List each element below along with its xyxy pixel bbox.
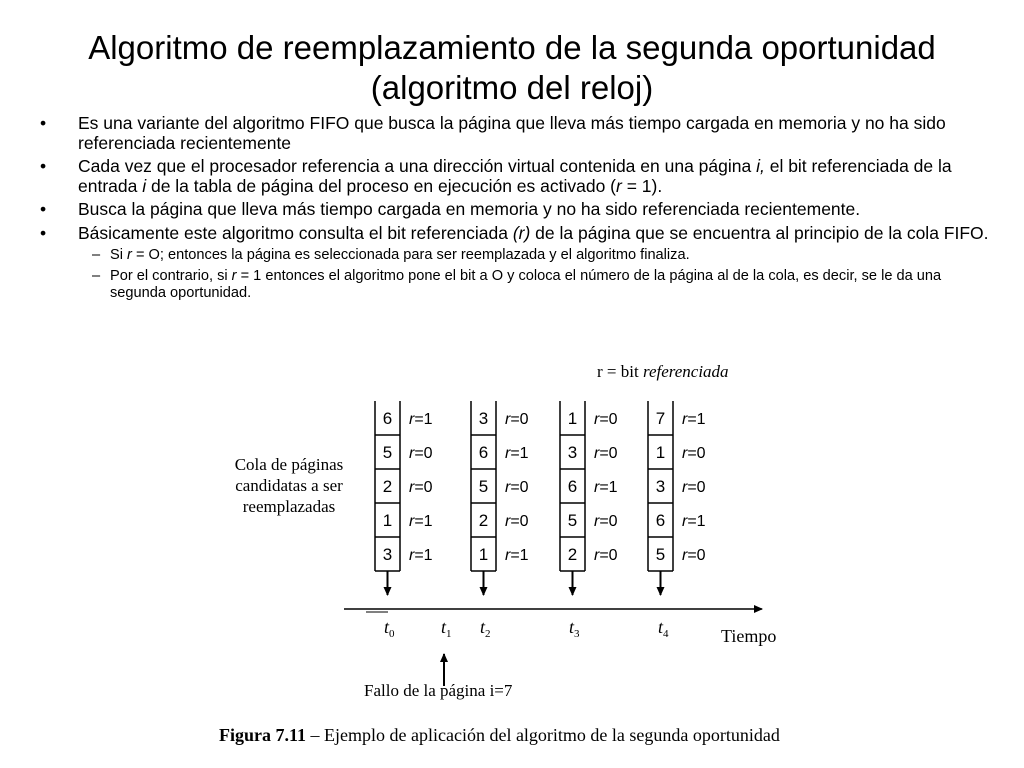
- queue-1-bit-0-value: =0: [510, 411, 529, 428]
- queue-3-page-1: 1: [655, 443, 666, 462]
- queue-3-bit-1: [682, 445, 706, 462]
- queue-3-page-4: 5: [655, 545, 666, 564]
- slide-title-line-1: Algoritmo de reemplazamiento de la segunda oportunidad: [88, 29, 936, 66]
- queue-1-bit-2-value: =0: [510, 479, 529, 496]
- queue-3-bit-4-r: r: [682, 547, 688, 564]
- time-label-0-t: t: [384, 617, 390, 637]
- bullet-4-italic-1: (r): [512, 222, 531, 243]
- queue-2-bit-3-value: =0: [599, 513, 618, 530]
- time-label-3-t: t: [569, 617, 575, 637]
- bullet-4-text-1: Básicamente este algoritmo consulta el bit referenciada: [78, 222, 513, 243]
- queue-1-page-1: 6: [478, 443, 489, 462]
- queue-1-bit-4-r: r: [505, 547, 511, 564]
- time-label-1-t: t: [441, 617, 447, 637]
- time-label-2: [480, 617, 491, 640]
- queue-0-bit-0-value: =1: [414, 411, 433, 428]
- sub-bullet-1-text-2: = O; entonces la página es seleccionada para ser reemplazada y el algoritmo finaliza.: [131, 247, 690, 263]
- queue-label-line-1: Cola de páginas: [234, 455, 344, 474]
- queue-1-bit-3-r: r: [505, 513, 511, 530]
- time-label-3-sub: 3: [574, 628, 580, 640]
- queue-1-page-4: 1: [478, 545, 489, 564]
- queue-label-line-3: reemplazadas: [242, 497, 336, 516]
- time-label-3: [569, 617, 580, 640]
- bullet-2-text-4: = 1).: [621, 175, 663, 196]
- queue-2-bit-0-value: =0: [599, 411, 618, 428]
- queue-3-bit-4-value: =0: [687, 547, 706, 564]
- queue-1-bit-2: [505, 479, 529, 496]
- sub-bullet-2-text-2: = 1 entonces el algoritmo pone el bit a O y coloca el número de la página al de la cola, es decir, se le da una segunda oportunidad.: [110, 268, 942, 301]
- queue-3-bit-3: [682, 513, 706, 530]
- queue-1-page-2: 5: [478, 477, 489, 496]
- legend-label: [597, 362, 729, 381]
- queue-0-page-2: 2: [382, 477, 393, 496]
- queue-1-page-3: 2: [478, 511, 489, 530]
- queue-3-bit-0-r: r: [682, 411, 688, 428]
- page-fault-label: Fallo de la página i=7: [364, 681, 513, 700]
- time-label-0-sub: 0: [389, 628, 395, 640]
- queue-3-bit-2-value: =0: [687, 479, 706, 496]
- sub-bullet-1-italic: r: [127, 247, 132, 263]
- queue-3-bit-3-value: =1: [687, 513, 706, 530]
- time-label-4: [658, 617, 669, 640]
- queue-3-page-2: 3: [655, 477, 666, 496]
- time-label-0: [384, 617, 395, 640]
- bullet-4-text-2: de la página que se encuentra al principio de la cola FIFO.: [530, 222, 989, 243]
- sub-bullet-1-text-1: Si: [110, 247, 128, 263]
- legend-prefix: r = bit: [597, 362, 643, 381]
- time-label-1-sub: 1: [446, 628, 452, 640]
- queue-2-bit-4: [594, 547, 618, 564]
- queue-0-bit-2: [409, 479, 433, 496]
- figure-caption-number: Figura 7.11: [219, 725, 307, 745]
- queue-3-bit-2-r: r: [682, 479, 688, 496]
- time-axis-label: Tiempo: [721, 626, 777, 646]
- figure-caption-text: – Ejemplo de aplicación del algoritmo de la segunda oportunidad: [306, 725, 780, 745]
- time-labels: [384, 617, 669, 640]
- queue-1-bit-3-value: =0: [510, 513, 529, 530]
- queue-3-bit-4: [682, 547, 706, 564]
- queue-0-bit-4-r: r: [409, 547, 415, 564]
- queue-3-bit-2: [682, 479, 706, 496]
- queue-0-bit-2-value: =0: [414, 479, 433, 496]
- queue-0-bit-3: [409, 513, 433, 530]
- queue-1-bit-2-r: r: [505, 479, 511, 496]
- queue-3-page-0: 7: [655, 409, 666, 428]
- queue-0-page-0: 6: [382, 409, 393, 428]
- queue-1-bit-0: [505, 411, 529, 428]
- queue-3-bit-0-value: =1: [687, 411, 706, 428]
- queue-0-bit-0: [409, 411, 433, 428]
- queue-2-bit-3-r: r: [594, 513, 600, 530]
- time-label-2-t: t: [480, 617, 486, 637]
- queue-3-bit-0: [682, 411, 706, 428]
- queue-2-bit-1: [594, 445, 618, 462]
- queue-2-page-1: 3: [567, 443, 578, 462]
- figure-caption: [219, 725, 780, 745]
- queue-2-bit-1-value: =0: [599, 445, 618, 462]
- time-label-4-t: t: [658, 617, 664, 637]
- queue-1-bit-1-r: r: [505, 445, 511, 462]
- bullet-2-italic-2: i: [142, 175, 147, 196]
- queue-label-line-2: candidatas a ser: [235, 476, 343, 495]
- queue-2-bit-2-value: =1: [599, 479, 618, 496]
- queue-2-bit-0-r: r: [594, 411, 600, 428]
- queue-3-page-3: 6: [655, 511, 666, 530]
- queue-1-bit-1-value: =1: [510, 445, 529, 462]
- legend-italic: referenciada: [642, 362, 729, 381]
- queue-0-bit-1: [409, 445, 433, 462]
- queue-0-bit-2-r: r: [409, 479, 415, 496]
- queue-0-page-3: 1: [382, 511, 393, 530]
- bullet-1: • Es una variante del algoritmo FIFO que busca la página que lleva más tiempo cargada en memoria y no ha sido referenciada recientemente: [40, 114, 990, 153]
- bullet-2-italic-3: r: [616, 175, 622, 196]
- queue-3-bit-1-r: r: [682, 445, 688, 462]
- queue-0-bit-0-r: r: [409, 411, 415, 428]
- queue-2-bit-4-r: r: [594, 547, 600, 564]
- time-label-1: [441, 617, 452, 640]
- queue-0-bit-3-r: r: [409, 513, 415, 530]
- time-label-2-sub: 2: [485, 628, 491, 640]
- queue-0-page-4: 3: [382, 545, 393, 564]
- queue-3-bit-3-r: r: [682, 513, 688, 530]
- queue-1-bit-4: [505, 547, 529, 564]
- queue-2-bit-1-r: r: [594, 445, 600, 462]
- queue-2-bit-0: [594, 411, 618, 428]
- queue-1-page-0: 3: [478, 409, 489, 428]
- queue-0-bit-4: [409, 547, 433, 564]
- queue-2-page-2: 6: [567, 477, 578, 496]
- queue-0-bit-4-value: =1: [414, 547, 433, 564]
- queue-0-bit-1-r: r: [409, 445, 415, 462]
- queue-columns: [375, 401, 706, 595]
- sub-bullet-2-text-1: Por el contrario, si: [110, 268, 232, 284]
- queue-2-bit-4-value: =0: [599, 547, 618, 564]
- queue-2-bit-2: [594, 479, 618, 496]
- queue-3-bit-1-value: =0: [687, 445, 706, 462]
- queue-2-page-0: 1: [567, 409, 578, 428]
- queue-2-bit-2-r: r: [594, 479, 600, 496]
- queue-2-bit-3: [594, 513, 618, 530]
- queue-1-bit-1: [505, 445, 529, 462]
- time-label-4-sub: 4: [663, 628, 669, 640]
- bullet-2-text-2: el bit referenciada de la entrada: [78, 156, 952, 196]
- bullet-2-italic-1: i,: [756, 156, 765, 176]
- sub-bullet-2-italic: r: [231, 268, 237, 284]
- bullet-3: • Busca la página que lleva más tiempo cargada en memoria y no ha sido referenciada recientemente.: [40, 200, 990, 220]
- slide-title-line-2: (algoritmo del reloj): [370, 69, 654, 106]
- bullet-2-text-3: de la tabla de página del proceso en ejecución es activado (: [146, 175, 617, 196]
- bullet-2-text-1: Cada vez que el procesador referencia a una dirección virtual contenida en una página: [78, 156, 757, 176]
- queue-0-bit-1-value: =0: [414, 445, 433, 462]
- queue-0-bit-3-value: =1: [414, 513, 433, 530]
- queue-2-page-4: 2: [567, 545, 578, 564]
- queue-2-page-3: 5: [567, 511, 578, 530]
- queue-1-bit-0-r: r: [505, 411, 511, 428]
- queue-0-page-1: 5: [382, 443, 393, 462]
- queue-1-bit-3: [505, 513, 529, 530]
- queue-1-bit-4-value: =1: [510, 547, 529, 564]
